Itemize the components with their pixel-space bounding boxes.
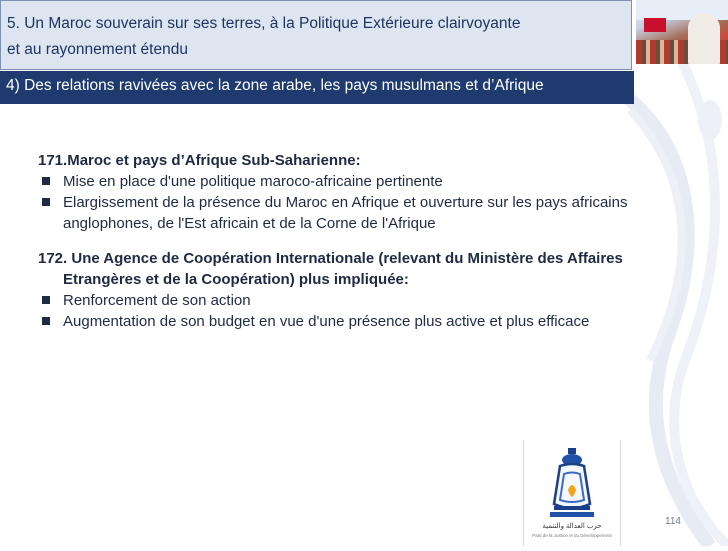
slide-content bbox=[38, 150, 688, 332]
lamp-logo-icon bbox=[524, 440, 620, 546]
list-item-text: Elargissement de la présence du Maroc en Afrique et ouverture sur les pays africains anglophones, de l'Est africain et de la Corne de l'Afrique bbox=[63, 194, 628, 232]
list-item bbox=[38, 311, 688, 332]
list-item bbox=[38, 192, 688, 234]
section-title-171: 171.Maroc et pays d’Afrique Sub-Saharienne: bbox=[38, 152, 361, 169]
list-item bbox=[38, 171, 688, 192]
list-item-text: Mise en place d'une politique maroco-africaine pertinente bbox=[63, 173, 443, 190]
section-heading-bar bbox=[0, 71, 634, 104]
slide-title bbox=[7, 11, 627, 63]
section-title-172: 172. Une Agence de Coopération Internationale (relevant du Ministère des Affaires Etrangères et de la Coopération) plus impliquée: bbox=[38, 250, 623, 288]
person-figure bbox=[688, 14, 720, 64]
list-item bbox=[38, 290, 688, 311]
bullet-square-icon bbox=[42, 198, 50, 206]
list-item-text: Renforcement de son action bbox=[63, 292, 251, 309]
bullet-square-icon bbox=[42, 177, 50, 185]
bullet-square-icon bbox=[42, 317, 50, 325]
party-logo bbox=[523, 440, 621, 546]
slide-title-line-1: 5. Un Maroc souverain sur ses terres, à la Politique Extérieure clairvoyante bbox=[7, 15, 521, 32]
bullet-square-icon bbox=[42, 296, 50, 304]
list-item-text: Augmentation de son budget en vue d'une présence plus active et plus efficace bbox=[63, 313, 590, 330]
flag-shape bbox=[644, 18, 666, 32]
logo-latin-text: Parti de la Justice et du Développement bbox=[532, 533, 612, 538]
slide-title-box bbox=[0, 0, 632, 70]
rally-photo bbox=[636, 0, 728, 64]
logo-arabic-text: حزب العدالة والتنمية bbox=[542, 523, 602, 530]
section-heading: 4) Des relations ravivées avec la zone arabe, les pays musulmans et d’Afrique bbox=[6, 77, 544, 94]
slide-title-line-2: et au rayonnement étendu bbox=[7, 41, 188, 58]
page-number: 114 bbox=[665, 516, 681, 527]
